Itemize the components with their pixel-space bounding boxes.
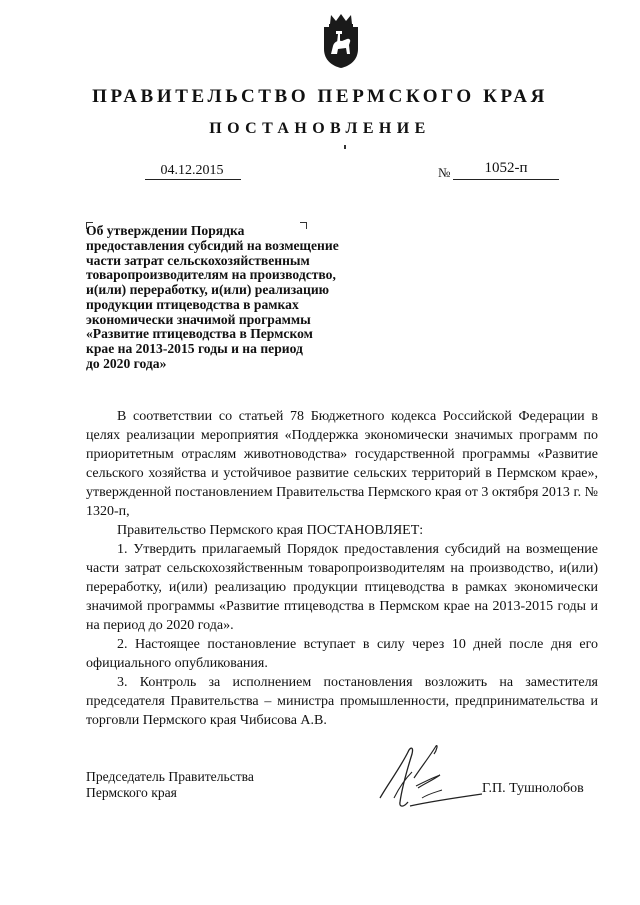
signatory-title-line: Пермского края <box>86 784 177 800</box>
subject-line: предоставления субсидий на возмещение <box>86 237 339 253</box>
subject-line: «Развитие птицеводства в Пермском <box>86 326 313 342</box>
subject-line: экономически значимой программы <box>86 311 311 327</box>
document-body <box>86 407 598 730</box>
small-mark <box>344 145 346 149</box>
number-label: № <box>438 165 451 180</box>
document-subject <box>86 224 376 372</box>
number-underline <box>453 179 559 180</box>
subject-line: товаропроизводителям на производство, <box>86 267 336 283</box>
signatory-name: Г.П. Тушнолобов <box>482 781 584 796</box>
government-title: ПРАВИТЕЛЬСТВО ПЕРМСКОГО КРАЯ <box>92 86 548 107</box>
item-2-paragraph: 2. Настоящее постановление вступает в силу через 10 дней после дня его официального опубликования. <box>86 637 598 671</box>
document-number: 1052-п <box>484 160 528 176</box>
date-underline <box>145 179 241 180</box>
subject-line: и(или) переработку, и(или) реализацию <box>86 282 330 297</box>
subject-line: части затрат сельскохозяйственным <box>86 252 310 268</box>
signatory-title <box>86 769 254 800</box>
handwritten-signature <box>370 738 490 816</box>
resolution-paragraph: Правительство Пермского края ПОСТАНОВЛЯЕТ: <box>117 523 424 538</box>
subject-line: крае на 2013-2015 годы и на период <box>86 341 303 356</box>
preamble-paragraph: В соответствии со статьей 78 Бюджетного кодекса Российской Федерации в целях реализации мероприятия «Поддержка экономически значимых программ по приоритетным отраслям животноводства» государственной программы «Развитие сельского хозяйства и устойчивое развитие сельских территорий в Пермском крае», утвержденной постановлением Правительства Пермского края от 3 октября 2013 г. № 1320-п, <box>86 409 598 519</box>
coat-of-arms-emblem <box>319 13 363 69</box>
subject-line: Об утверждении Порядка <box>86 223 245 238</box>
item-1-paragraph: 1. Утвердить прилагаемый Порядок предоставления субсидий на возмещение части затрат сельскохозяйственным товаропроизводителям на производство, и(или) переработку, и(или) реализацию продукции птицеводства в рамках экономически значимой программы «Развитие птицеводства в Пермском крае на 2013-2015 годы и на период до 2020 года». <box>86 542 598 633</box>
subject-line: до 2020 года» <box>86 355 167 371</box>
item-3-paragraph: 3. Контроль за исполнением постановления возложить на заместителя председателя Правительства – министра промышленности, предпринимательства и торговли Пермского края Чибисова А.В. <box>86 675 598 728</box>
document-date: 04.12.2015 <box>160 163 224 178</box>
subject-line: продукции птицеводства в рамках <box>86 296 299 312</box>
document-type-title: ПОСТАНОВЛЕНИЕ <box>209 120 431 137</box>
signatory-title-line: Председатель Правительства <box>86 769 254 784</box>
